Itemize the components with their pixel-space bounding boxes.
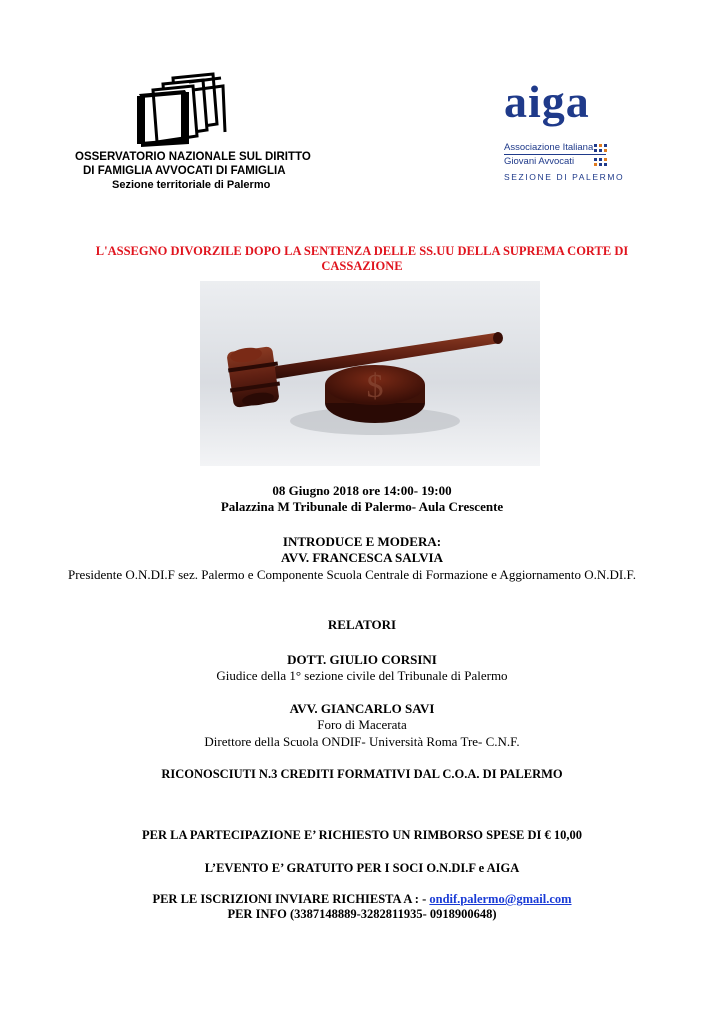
event-venue: Palazzina M Tribunale di Palermo- Aula Crescente [220,499,504,514]
ondif-name-line1: OSSERVATORIO NAZIONALE SUL DIRITTO [75,151,311,163]
registration-email-link[interactable]: ondif.palermo@gmail.com [429,892,572,906]
moderator-heading: INTRODUCE E MODERA: [282,534,442,549]
dollar-symbol: $ [366,368,384,405]
registration-line [30,891,694,907]
speaker-2-role: Direttore della Scuola ONDIF- Università Roma Tre- C.N.F. [204,734,520,749]
gavel-photo [200,281,540,466]
aiga-logo [490,74,630,190]
ondif-name-line2: DI FAMIGLIA AVVOCATI DI FAMIGLIA [83,165,286,177]
speaker-1-name: DOTT. GIULIO CORSINI [287,652,437,667]
aiga-dots-icon [594,144,610,153]
event-title [40,244,684,274]
moderator-role: Presidente O.N.DI.F sez. Palermo e Componente Scuola Centrale di Formazione e Aggiornamento O.N.DI.F. [68,567,636,582]
moderator-name: AVV. FRANCESCA SALVIA [281,550,443,565]
aiga-dots-icon [594,158,610,167]
event-title-line1: L'ASSEGNO DIVORZILE DOPO LA SENTENZA DELLE SS.UU DELLA SUPREMA CORTE DI [95,244,629,258]
ondif-section: Sezione territoriale di Palermo [112,179,271,191]
speaker-2-name: AVV. GIANCARLO SAVI [289,701,435,716]
aiga-divider [504,154,606,155]
credits-notice: RICONOSCIUTI N.3 CREDITI FORMATIVI DAL C.O.A. DI PALERMO [161,767,563,781]
fee-notice: PER LA PARTECIPAZIONE E’ RICHIESTO UN RIMBORSO SPESE DI € 10,00 [141,828,583,842]
info-phones: PER INFO (3387148889-3282811935- 0918900648) [227,907,497,921]
aiga-section: SEZIONE DI PALERMO [504,172,625,182]
aiga-name-line1: Associazione Italiana [504,142,594,153]
event-datetime: 08 Giugno 2018 ore 14:00- 19:00 [272,483,452,498]
event-title-line2: CASSAZIONE [321,259,403,273]
speaker-1-role: Giudice della 1° sezione civile del Tribunale di Palermo [216,668,508,683]
registration-prefix: PER LE ISCRIZIONI INVIARE RICHIESTA A : - [152,892,430,906]
speakers-heading: RELATORI [327,617,397,632]
ondif-header-text [75,150,345,192]
books-stack-icon [133,72,229,148]
aiga-wordmark: aiga [504,76,590,127]
aiga-name-line2: Giovani Avvocati [504,156,575,167]
free-members-notice: L’EVENTO E’ GRATUITO PER I SOCI O.N.DI.F e AIGA [204,861,520,875]
speaker-2-court: Foro di Macerata [317,717,407,732]
